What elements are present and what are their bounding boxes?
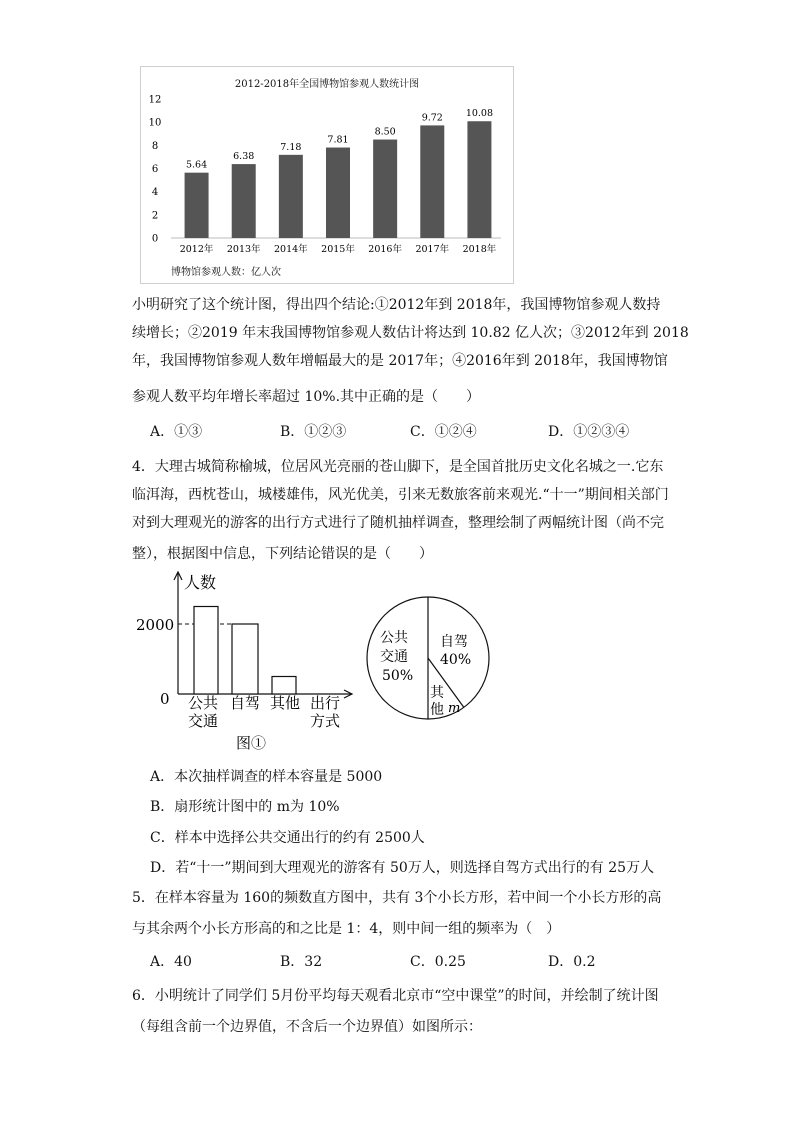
y-tick-label: 0 — [151, 233, 159, 245]
q4-line-4: 整），根据图中信息，下列结论错误的是（ ） — [132, 546, 433, 562]
q4-choice-b[interactable]: B．扇形统计图中的 m为 10% — [150, 799, 340, 815]
chart-footer: 博物馆参观人数：亿人次 — [171, 267, 281, 278]
x-tick-label: 2016年 — [368, 244, 402, 255]
x-axis-label-1: 出行 — [310, 694, 341, 712]
data-label: 9.72 — [421, 112, 443, 124]
y-tick-label: 12 — [148, 94, 162, 106]
q3-line-1: 小明研究了这个统计图，得出四个结论:①2012年到 2018年，我国博物馆参观人数持 — [132, 297, 661, 313]
x-tick-label: 2015年 — [321, 244, 355, 255]
q4-line-2: 临洱海，西枕苍山，城楼雄伟，风光优美，引来无数旅客前来观光.“十一”期间相关部门 — [132, 487, 669, 503]
bar-self-drive — [232, 624, 258, 694]
x-tick-label: 2013年 — [226, 244, 261, 255]
q3-choice-a[interactable]: A．①③ — [150, 424, 203, 440]
pie-other-2: 他 — [430, 702, 444, 718]
q5-choice-b[interactable]: B．32 — [280, 954, 323, 970]
x-axis-label-2: 方式 — [310, 712, 341, 730]
data-label: 7.81 — [327, 134, 349, 146]
data-label: 6.38 — [233, 151, 255, 163]
q4-choice-c[interactable]: C．样本中选择公共交通出行的约有 2500人 — [150, 830, 425, 846]
q4-choice-a[interactable]: A．本次抽样调查的样本容量是 5000 — [150, 769, 383, 785]
bar-public-transport — [194, 607, 218, 695]
q3-line-4: 参观人数平均年增长率超过 10%.其中正确的是（ ） — [132, 389, 481, 405]
pie-public-1: 公共 — [380, 630, 408, 646]
bar — [279, 155, 303, 238]
pie-m-label: m — [448, 701, 461, 716]
q3-line-2: 续增长；②2019 年末我国博物馆参观人数估计将达到 10.82 亿人次；③2012年到 2018 — [132, 325, 689, 341]
x-tick-label: 2017年 — [415, 244, 450, 255]
data-label: 5.64 — [185, 159, 208, 171]
bar — [326, 148, 350, 238]
y-tick-label: 8 — [151, 140, 159, 152]
figure-caption: 图① — [236, 734, 267, 752]
y-tick-label: 6 — [151, 164, 159, 175]
x-tick-label: 2014年 — [274, 244, 308, 255]
data-label: 7.18 — [280, 141, 302, 153]
origin-label: 0 — [160, 690, 170, 708]
x-tick-label: 2018年 — [462, 244, 497, 255]
travel-mode-figures — [130, 568, 510, 758]
pie-public-2: 交通 — [380, 649, 408, 665]
cat-other: 其他 — [270, 694, 301, 712]
pie-self-pct: 40% — [440, 652, 472, 668]
bar-chart-canvas — [141, 67, 513, 283]
bar — [232, 164, 256, 238]
q4-line-1: 4．大理古城简称榆城，位居风光亮丽的苍山脚下，是全国首批历史文化名城之一.它东 — [132, 459, 664, 475]
q4-choice-d[interactable]: D．若“十一”期间到大理观光的游客有 50万人，则选择自驾方式出行的有 25万人 — [150, 860, 655, 876]
q5-choice-c[interactable]: C．0.25 — [410, 954, 466, 970]
q5-line-2: 与其余两个小长方形高的和之比是 1：4，则中间一组的频率为（ ） — [132, 921, 561, 937]
bar — [467, 121, 491, 238]
museum-visitors-chart — [140, 66, 514, 284]
q5-choice-d[interactable]: D．0.2 — [548, 954, 596, 970]
data-label: 10.08 — [465, 108, 494, 120]
q5-line-1: 5．在样本容量为 160的频数直方图中，共有 3个小长方形，若中间一个小长方形的高 — [132, 890, 662, 906]
bar — [185, 173, 209, 238]
y-tick-label: 4 — [151, 187, 159, 199]
x-tick-label: 2012年 — [179, 244, 214, 255]
cat-public-2: 交通 — [188, 712, 219, 730]
bar-figure — [136, 572, 352, 752]
bar — [373, 140, 397, 238]
pie-public-pct: 50% — [382, 668, 414, 684]
q6-line-1: 6．小明统计了同学们 5月份平均每天观看北京市“空中课堂”的时间，并绘制了统计图 — [132, 988, 659, 1004]
q4-line-3: 对到大理观光的游客的出行方式进行了随机抽样调查，整理绘制了两幅统计图（尚不完 — [132, 515, 664, 531]
pie-self-1: 自驾 — [440, 634, 468, 650]
q5-choice-a[interactable]: A．40 — [150, 954, 192, 970]
data-label: 8.50 — [374, 126, 396, 138]
q6-line-2: （每组含前一个边界值，不含后一个边界值）如图所示： — [132, 1019, 482, 1035]
q3-choice-d[interactable]: D．①②③④ — [548, 424, 630, 440]
bar — [420, 125, 444, 238]
y-tick-label: 2 — [151, 210, 159, 222]
chart-title: 2012-2018年全国博物馆参观人数统计图 — [234, 79, 420, 90]
cat-public-1: 公共 — [188, 694, 219, 712]
cat-self-drive: 自驾 — [230, 694, 261, 712]
q3-choice-b[interactable]: B．①②③ — [280, 424, 347, 440]
tick-2000: 2000 — [136, 616, 175, 634]
q3-line-3: 年，我国博物馆参观人数年增幅最大的是 2017年；④2016年到 2018年，我国博物馆 — [132, 353, 668, 369]
pie-other-1: 其 — [430, 685, 444, 701]
y-axis-label: 人数 — [184, 573, 217, 592]
q3-choice-c[interactable]: C．①②④ — [410, 424, 477, 440]
bar-other — [272, 677, 296, 695]
y-tick-label: 10 — [148, 117, 162, 129]
pie-figure — [367, 597, 489, 719]
